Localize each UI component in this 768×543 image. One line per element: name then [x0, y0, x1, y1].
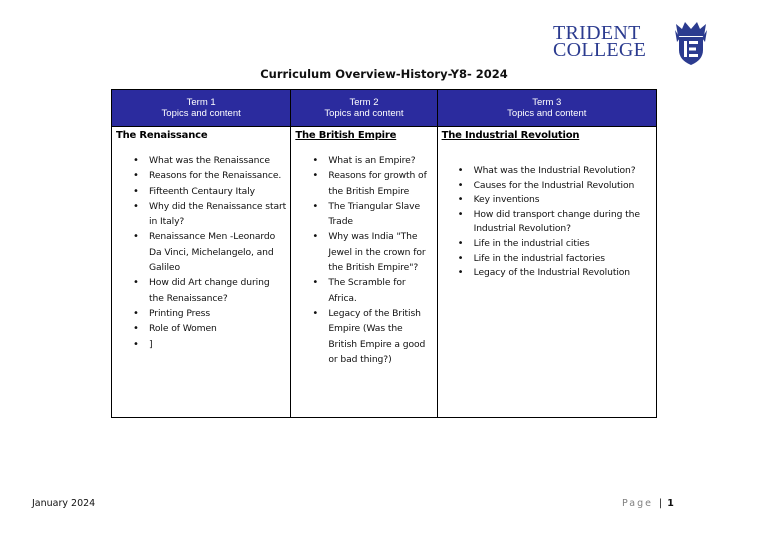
topic-list — [438, 164, 656, 281]
list-item: • The Triangular Slave Trade — [328, 199, 432, 230]
term-subtitle: Topics and content — [507, 108, 587, 119]
term-header — [291, 90, 437, 127]
list-item: • Legacy of the British Empire (Was the British Empire a good or bad thing?) — [328, 306, 432, 367]
curriculum-table — [111, 89, 657, 418]
term-1-cell — [112, 127, 291, 418]
term-label: Term 2 — [349, 97, 379, 108]
logo-line-1: TRIDENT — [553, 22, 641, 44]
list-item: • Fifteenth Centaury Italy — [149, 184, 286, 199]
topic-list — [112, 153, 290, 352]
term-subtitle: Topics and content — [324, 108, 404, 119]
college-logo — [553, 20, 713, 68]
list-item: • ] — [149, 337, 286, 352]
topic-list — [291, 153, 436, 367]
list-item: • Key inventions — [474, 193, 646, 208]
list-item: • The Scramble for Africa. — [328, 275, 432, 306]
page-label: Page — [622, 498, 653, 509]
list-item: • Life in the industrial factories — [474, 252, 646, 267]
page-separator: | — [659, 498, 663, 509]
topic-heading: The Industrial Revolution — [441, 130, 580, 141]
list-item: • Printing Press — [149, 306, 286, 321]
table-header-row — [112, 90, 657, 127]
list-item: • What is an Empire? — [328, 153, 432, 168]
term-label: Term 3 — [532, 97, 562, 108]
footer-date: January 2024 — [32, 498, 96, 509]
topic-heading: The British Empire — [295, 130, 397, 141]
page-number: 1 — [667, 498, 674, 509]
list-item: • Role of Women — [149, 321, 286, 336]
table-row — [112, 127, 657, 418]
list-item: • How did transport change during the Industrial Revolution? — [474, 208, 646, 237]
term-subtitle: Topics and content — [161, 108, 241, 119]
list-item: • Renaissance Men -Leonardo Da Vinci, Michelangelo, and Galileo — [149, 229, 286, 275]
term-header — [112, 90, 291, 127]
list-item: • Reasons for the Renaissance. — [149, 168, 286, 183]
term-label: Term 1 — [186, 97, 216, 108]
list-item: • Causes for the Industrial Revolution — [474, 179, 646, 194]
list-item: • Why was India "The Jewel in the crown for the British Empire"? — [328, 229, 432, 275]
term-3-cell — [437, 127, 656, 418]
logo-line-2: COLLEGE — [553, 39, 647, 61]
logo-wordmark — [553, 22, 647, 61]
topic-heading: The Renaissance — [116, 130, 208, 141]
list-item: • Why did the Renaissance start in Italy? — [149, 199, 286, 230]
crest-icon — [673, 20, 709, 66]
list-item: • What was the Renaissance — [149, 153, 286, 168]
term-header — [437, 90, 656, 127]
page-number-footer — [622, 498, 674, 509]
page-title: Curriculum Overview-History-Y8- 2024 — [260, 67, 508, 81]
list-item: • Life in the industrial cities — [474, 237, 646, 252]
list-item: • How did Art change during the Renaissance? — [149, 275, 286, 306]
term-2-cell — [291, 127, 437, 418]
list-item: • Reasons for growth of the British Empire — [328, 168, 432, 199]
list-item: • What was the Industrial Revolution? — [474, 164, 646, 179]
list-item: • Legacy of the Industrial Revolution — [474, 266, 646, 281]
